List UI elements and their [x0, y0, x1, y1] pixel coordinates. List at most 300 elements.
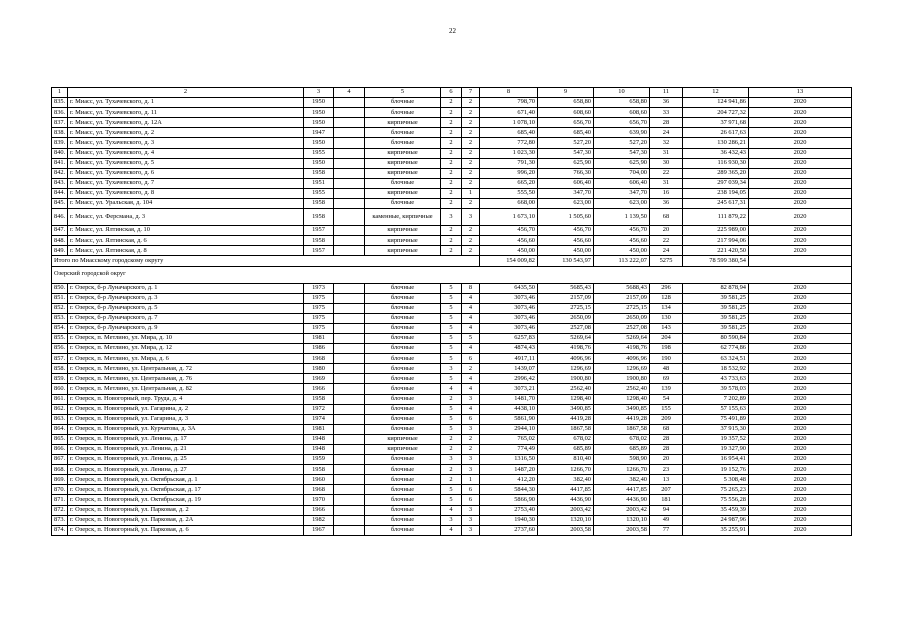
table-cell: 23 — [650, 465, 683, 475]
table-cell: 77 — [650, 525, 683, 535]
table-cell: 198 — [650, 344, 683, 354]
table-cell: 209 — [650, 414, 683, 424]
table-cell: 39 578,03 — [683, 384, 749, 394]
table-cell: 1970 — [304, 495, 334, 505]
table-cell: 678,02 — [538, 434, 594, 444]
table-cell: 204 727,32 — [683, 108, 749, 118]
table-cell: 3 — [462, 505, 480, 515]
table-cell: 4417,85 — [594, 485, 650, 495]
table-cell — [334, 118, 365, 128]
table-cell: 555,50 — [480, 188, 538, 198]
table-cell: 4 — [462, 374, 480, 384]
table-cell: 862. — [52, 404, 68, 414]
table-cell: 4096,96 — [594, 354, 650, 364]
table-cell: блочные — [365, 465, 441, 475]
table-cell: 2003,58 — [538, 525, 594, 535]
table-cell: 5 — [441, 323, 462, 333]
table-cell: 1900,80 — [594, 374, 650, 384]
table-row — [52, 98, 852, 108]
table-cell: 5 — [441, 344, 462, 354]
table-cell — [334, 515, 365, 525]
table-cell: 2 — [441, 475, 462, 485]
table-cell: 2020 — [749, 178, 852, 188]
table-cell: 6 — [441, 88, 462, 98]
table-cell — [334, 333, 365, 343]
table-cell: 1487,20 — [480, 465, 538, 475]
table-cell: 2020 — [749, 158, 852, 168]
table-cell: 5844,30 — [480, 485, 538, 495]
table-row — [52, 505, 852, 515]
table-row — [52, 313, 852, 323]
table-cell: г. Миасс, ул. Уральская, д. 104 — [68, 199, 304, 209]
table-cell — [334, 434, 365, 444]
table-cell: г. Миасс, ул. Тухачевского, д. 3 — [68, 138, 304, 148]
table-cell: г. Озерск, п. Новогорный, ул. Парковая, д. 2А — [68, 515, 304, 525]
table-cell: 1298,40 — [538, 394, 594, 404]
table-cell: 2 — [441, 138, 462, 148]
table-cell: 704,00 — [594, 168, 650, 178]
table-cell: 2 — [462, 434, 480, 444]
table-cell: 2020 — [749, 333, 852, 343]
table-cell — [334, 394, 365, 404]
table-cell: 867. — [52, 455, 68, 465]
table-cell: 6 — [462, 414, 480, 424]
table-cell: 2725,15 — [594, 303, 650, 313]
table-cell: 48 — [650, 364, 683, 374]
table-cell: 20 — [650, 455, 683, 465]
table-cell: 3073,46 — [480, 313, 538, 323]
table-cell: 2020 — [749, 199, 852, 209]
table-cell: блочные — [365, 293, 441, 303]
table-cell: блочные — [365, 128, 441, 138]
table-cell: 668,00 — [480, 199, 538, 209]
table-cell: г. Озерск, п. Метлино, ул. Мира, д. 10 — [68, 333, 304, 343]
table-cell: г. Озерск, п. Новогорный, ул. Октябрьская, д. 1 — [68, 475, 304, 485]
table-cell: г. Миасс, ул. Ялтинская, д. 6 — [68, 236, 304, 246]
table-cell: 4096,96 — [538, 354, 594, 364]
table-cell: 1940,30 — [480, 515, 538, 525]
table-cell: 4 — [462, 323, 480, 333]
table-cell: 9 — [538, 88, 594, 98]
table-cell: 863. — [52, 414, 68, 424]
table-cell: 1 673,10 — [480, 209, 538, 226]
table-cell: 791,30 — [480, 158, 538, 168]
table-cell: 4436,90 — [538, 495, 594, 505]
table-cell: 139 — [650, 384, 683, 394]
table-cell: 5275 — [650, 256, 683, 266]
table-cell: 2 — [441, 118, 462, 128]
table-cell: 3490,85 — [538, 404, 594, 414]
table-cell: 2020 — [749, 414, 852, 424]
table-cell: 2 — [441, 178, 462, 188]
table-cell: Итого по Миасскому городскому округу — [52, 256, 480, 266]
table-cell: блочные — [365, 344, 441, 354]
table-cell: 1900,80 — [538, 374, 594, 384]
table-cell: 4 — [462, 313, 480, 323]
table-cell: 130 — [650, 313, 683, 323]
table-cell: блочные — [365, 505, 441, 515]
table-cell: 547,30 — [594, 148, 650, 158]
table-cell: 1439,07 — [480, 364, 538, 374]
table-cell: 873. — [52, 515, 68, 525]
table-cell: г. Озерск, п. Новогорный, ул. Ленина, д. 21 — [68, 445, 304, 455]
table-cell: 527,20 — [538, 138, 594, 148]
table-cell: блочные — [365, 138, 441, 148]
table-cell: 2020 — [749, 98, 852, 108]
table-cell: 6257,83 — [480, 333, 538, 343]
table-cell: 62 774,86 — [683, 344, 749, 354]
table-cell: г. Озерск, б-р Луначарского, д. 3 — [68, 293, 304, 303]
table-cell: г. Озерск, п. Новогорный, ул. Гагарина, д. 2 — [68, 404, 304, 414]
table-cell: 75 491,89 — [683, 414, 749, 424]
table-cell: 858. — [52, 364, 68, 374]
table-cell: 28 — [650, 434, 683, 444]
table-cell: 843. — [52, 178, 68, 188]
table-cell: 859. — [52, 374, 68, 384]
table-cell: 16 — [650, 188, 683, 198]
table-cell: 43 733,63 — [683, 374, 749, 384]
table-cell: 2020 — [749, 505, 852, 515]
table-cell: 2 — [441, 199, 462, 209]
table-cell: 13 — [749, 88, 852, 98]
table-cell: 4 — [462, 303, 480, 313]
table-cell: г. Миасс, ул. Тухачевского, д. 7 — [68, 178, 304, 188]
table-cell: 456,60 — [480, 236, 538, 246]
table-cell: 1950 — [304, 108, 334, 118]
table-cell: 5 — [441, 404, 462, 414]
table-cell: блочные — [365, 384, 441, 394]
table-cell: 853. — [52, 313, 68, 323]
table-cell: 2020 — [749, 138, 852, 148]
table-cell: 18 532,92 — [683, 364, 749, 374]
table-cell: г. Озерск, б-р Луначарского, д. 1 — [68, 283, 304, 293]
table-cell: 35 459,39 — [683, 505, 749, 515]
table-cell: 4419,28 — [538, 414, 594, 424]
table-row — [52, 293, 852, 303]
table-cell: 238 194,05 — [683, 188, 749, 198]
table-cell: 2 — [441, 108, 462, 118]
table-cell: 4 — [441, 384, 462, 394]
table-cell: г. Озерск, б-р Луначарского, д. 9 — [68, 323, 304, 333]
table-cell: блочные — [365, 108, 441, 118]
table-cell: блочные — [365, 364, 441, 374]
table-cell: 6 — [462, 485, 480, 495]
table-cell: 1867,58 — [538, 424, 594, 434]
table-cell: 1481,70 — [480, 394, 538, 404]
table-cell: 852. — [52, 303, 68, 313]
table-cell: 2 — [462, 199, 480, 209]
table-cell: 2020 — [749, 465, 852, 475]
table-cell: 3 — [441, 515, 462, 525]
table-cell: 1966 — [304, 384, 334, 394]
table-cell: г. Озерск, п. Новогорный, ул. Парковая, д. 2 — [68, 505, 304, 515]
table-cell: 2 — [68, 88, 304, 98]
table-cell: 2020 — [749, 148, 852, 158]
table-cell: 2 — [462, 226, 480, 236]
table-cell: 2 — [441, 434, 462, 444]
table-cell: 22 — [650, 168, 683, 178]
table-cell: 2020 — [749, 455, 852, 465]
table-cell: 75 556,28 — [683, 495, 749, 505]
table-cell: 1266,70 — [538, 465, 594, 475]
table-cell: 1957 — [304, 226, 334, 236]
table-cell: 810,40 — [538, 455, 594, 465]
table-cell: 5 — [441, 414, 462, 424]
table-row — [52, 414, 852, 424]
table-cell — [334, 283, 365, 293]
table-cell: 2020 — [749, 354, 852, 364]
table-cell: 2 — [441, 226, 462, 236]
table-cell: 3 — [441, 364, 462, 374]
table-cell — [334, 226, 365, 236]
table-cell: кирпичные — [365, 168, 441, 178]
table-cell: 75 265,23 — [683, 485, 749, 495]
table-cell: 16 954,41 — [683, 455, 749, 465]
table-cell: 846. — [52, 209, 68, 226]
table-row — [52, 495, 852, 505]
table-cell: блочные — [365, 424, 441, 434]
table-cell: кирпичные — [365, 188, 441, 198]
table-cell: 3 — [441, 209, 462, 226]
table-cell: 26 617,63 — [683, 128, 749, 138]
table-cell: кирпичные — [365, 434, 441, 444]
table-cell: 1 078,10 — [480, 118, 538, 128]
table-cell: 19 357,52 — [683, 434, 749, 444]
table-cell — [749, 256, 852, 266]
table-cell: 996,20 — [480, 168, 538, 178]
table-row — [52, 424, 852, 434]
table-cell: 861. — [52, 394, 68, 404]
table-cell: 456,60 — [594, 236, 650, 246]
table-cell: 33 — [650, 108, 683, 118]
table-cell: 1947 — [304, 128, 334, 138]
table-cell: 3073,46 — [480, 323, 538, 333]
table-cell: 2020 — [749, 236, 852, 246]
table-cell: 2650,09 — [538, 313, 594, 323]
table-cell: 207 — [650, 485, 683, 495]
table-cell: 5861,90 — [480, 414, 538, 424]
table-cell: 1958 — [304, 209, 334, 226]
table-cell: 49 — [650, 515, 683, 525]
table-cell — [334, 364, 365, 374]
table-row — [52, 226, 852, 236]
table-cell: блочные — [365, 404, 441, 414]
table-cell: 1950 — [304, 118, 334, 128]
table-cell: 2944,10 — [480, 424, 538, 434]
table-cell: 1972 — [304, 404, 334, 414]
table-cell: 3 — [462, 455, 480, 465]
table-cell: 2 — [462, 108, 480, 118]
table-cell: 19 327,90 — [683, 445, 749, 455]
table-row — [52, 283, 852, 293]
table-cell: 5 308,48 — [683, 475, 749, 485]
table-cell: 4 — [462, 293, 480, 303]
table-cell: 1296,69 — [538, 364, 594, 374]
table-cell: 4 — [441, 525, 462, 535]
table-cell: 2020 — [749, 323, 852, 333]
table-cell: 1968 — [304, 354, 334, 364]
table-cell: 2020 — [749, 485, 852, 495]
table-cell: 113 222,07 — [594, 256, 650, 266]
table-cell: 2020 — [749, 313, 852, 323]
table-cell: 1967 — [304, 525, 334, 535]
table-cell: каменные, кирпичные — [365, 209, 441, 226]
table-cell: кирпичные — [365, 445, 441, 455]
table-cell: 608,60 — [594, 108, 650, 118]
table-cell: блочные — [365, 354, 441, 364]
table-cell: 2 — [462, 364, 480, 374]
table-cell: г. Миасс, ул. Тухачевского, д. 12А — [68, 118, 304, 128]
table-cell: г. Озерск, б-р Луначарского, д. 7 — [68, 313, 304, 323]
table-cell: 2562,40 — [538, 384, 594, 394]
table-cell: 2020 — [749, 394, 852, 404]
table-cell: 1867,58 — [594, 424, 650, 434]
table-row — [52, 374, 852, 384]
table-cell: 850. — [52, 283, 68, 293]
table-cell: 2 — [441, 246, 462, 256]
table-cell: 2003,58 — [594, 525, 650, 535]
table-cell: 855. — [52, 333, 68, 343]
table-cell: блочные — [365, 515, 441, 525]
table-cell: 5 — [441, 354, 462, 364]
table-row — [52, 209, 852, 226]
table-cell: 124 941,86 — [683, 98, 749, 108]
table-cell — [334, 313, 365, 323]
table-cell: г. Миасс, ул. Тухачевского, д. 6 — [68, 168, 304, 178]
table-cell: 5866,90 — [480, 495, 538, 505]
table-cell: 4419,28 — [594, 414, 650, 424]
table-cell: г. Озерск, п. Новогорный, ул. Гагарина, д. 3 — [68, 414, 304, 424]
page-number: 22 — [449, 27, 456, 35]
table-cell: 844. — [52, 188, 68, 198]
table-cell: 31 — [650, 178, 683, 188]
table-cell: 450,00 — [538, 246, 594, 256]
table-cell: 143 — [650, 323, 683, 333]
table-cell: 37 971,68 — [683, 118, 749, 128]
table-row — [52, 475, 852, 485]
table-row — [52, 178, 852, 188]
table-cell: г. Озерск, п. Метлино, ул. Центральная, д. 76 — [68, 374, 304, 384]
table-cell: 1958 — [304, 168, 334, 178]
table-cell: 658,80 — [538, 98, 594, 108]
table-cell: 3490,85 — [594, 404, 650, 414]
table-cell: блочные — [365, 394, 441, 404]
table-cell: 190 — [650, 354, 683, 364]
table-row — [52, 199, 852, 209]
table-row — [52, 525, 852, 535]
table-cell: 1975 — [304, 303, 334, 313]
table-cell: 5 — [441, 485, 462, 495]
table-cell: 2 — [441, 465, 462, 475]
table-row — [52, 333, 852, 343]
table-cell: 4438,10 — [480, 404, 538, 414]
table-cell: 456,70 — [480, 226, 538, 236]
table-cell: 3 — [462, 525, 480, 535]
table-cell: 2 — [462, 98, 480, 108]
table-cell: 11 — [650, 88, 683, 98]
table-cell: 4 — [334, 88, 365, 98]
table-cell: кирпичные — [365, 236, 441, 246]
table-cell: 382,40 — [538, 475, 594, 485]
table-cell: блочные — [365, 98, 441, 108]
table-cell: 94 — [650, 505, 683, 515]
table-cell: 839. — [52, 138, 68, 148]
table-cell: г. Миасс, ул. Тухачевского, д. 4 — [68, 148, 304, 158]
table-cell: г. Озерск, п. Метлино, ул. Центральная, д. 72 — [68, 364, 304, 374]
table-cell: г. Озерск, п. Метлино, ул. Мира, д. 6 — [68, 354, 304, 364]
table-cell: 2 — [462, 168, 480, 178]
table-cell: 2996,42 — [480, 374, 538, 384]
table-cell: г. Миасс, ул. Ялтинская, д. 8 — [68, 246, 304, 256]
table-cell: 3073,46 — [480, 293, 538, 303]
table-cell: 1966 — [304, 505, 334, 515]
table-cell: 5269,64 — [594, 333, 650, 343]
table-cell: 3 — [304, 88, 334, 98]
table-row — [52, 138, 852, 148]
table-cell: блочные — [365, 313, 441, 323]
table-cell: 623,00 — [538, 199, 594, 209]
table-cell: 24 — [650, 128, 683, 138]
table-cell: г. Озерск, п. Новогорный, ул. Ленина, д. 25 — [68, 455, 304, 465]
table-cell: 1 023,30 — [480, 148, 538, 158]
table-cell: 1958 — [304, 199, 334, 209]
table-cell: кирпичные — [365, 246, 441, 256]
table-cell: 2020 — [749, 515, 852, 525]
table-cell: 606,40 — [594, 178, 650, 188]
table-cell: 4 — [462, 404, 480, 414]
table-cell — [334, 168, 365, 178]
table-cell: 1955 — [304, 188, 334, 198]
table-cell: блочные — [365, 374, 441, 384]
table-cell: 685,40 — [480, 128, 538, 138]
table-cell: 2020 — [749, 168, 852, 178]
table-cell: 2020 — [749, 246, 852, 256]
table-cell: 5 — [441, 374, 462, 384]
table-cell: 1316,50 — [480, 455, 538, 465]
table-cell: 36 432,43 — [683, 148, 749, 158]
table-cell: 24 — [650, 246, 683, 256]
table-cell: 4 — [462, 344, 480, 354]
table-cell: 2737,60 — [480, 525, 538, 535]
table-cell: 1296,69 — [594, 364, 650, 374]
table-cell: 24 987,96 — [683, 515, 749, 525]
table-cell: 865. — [52, 434, 68, 444]
table-cell: 835. — [52, 98, 68, 108]
table-cell: 78 599 380,54 — [683, 256, 749, 266]
table-cell — [334, 158, 365, 168]
table-cell: 656,70 — [538, 118, 594, 128]
table-cell: 1958 — [304, 236, 334, 246]
table-cell: 221 420,50 — [683, 246, 749, 256]
table-cell: блочные — [365, 283, 441, 293]
table-cell: 870. — [52, 485, 68, 495]
table-cell: 2527,08 — [538, 323, 594, 333]
table-cell: 63 324,51 — [683, 354, 749, 364]
table-cell: г. Озерск, п. Новогорный, пер. Труда, д. 4 — [68, 394, 304, 404]
table-cell: 598,90 — [594, 455, 650, 465]
table-cell: 1 — [52, 88, 68, 98]
table-cell: 658,80 — [594, 98, 650, 108]
table-cell: г. Озерск, п. Новогорный, ул. Курчатова, д. 3А — [68, 424, 304, 434]
table-cell: 1 505,60 — [538, 209, 594, 226]
table-cell: 866. — [52, 445, 68, 455]
table-cell: 2753,40 — [480, 505, 538, 515]
table-cell: 2 — [462, 246, 480, 256]
table-cell — [334, 209, 365, 226]
table-cell: 289 365,20 — [683, 168, 749, 178]
table-cell: 2 — [441, 445, 462, 455]
table-cell — [334, 384, 365, 394]
